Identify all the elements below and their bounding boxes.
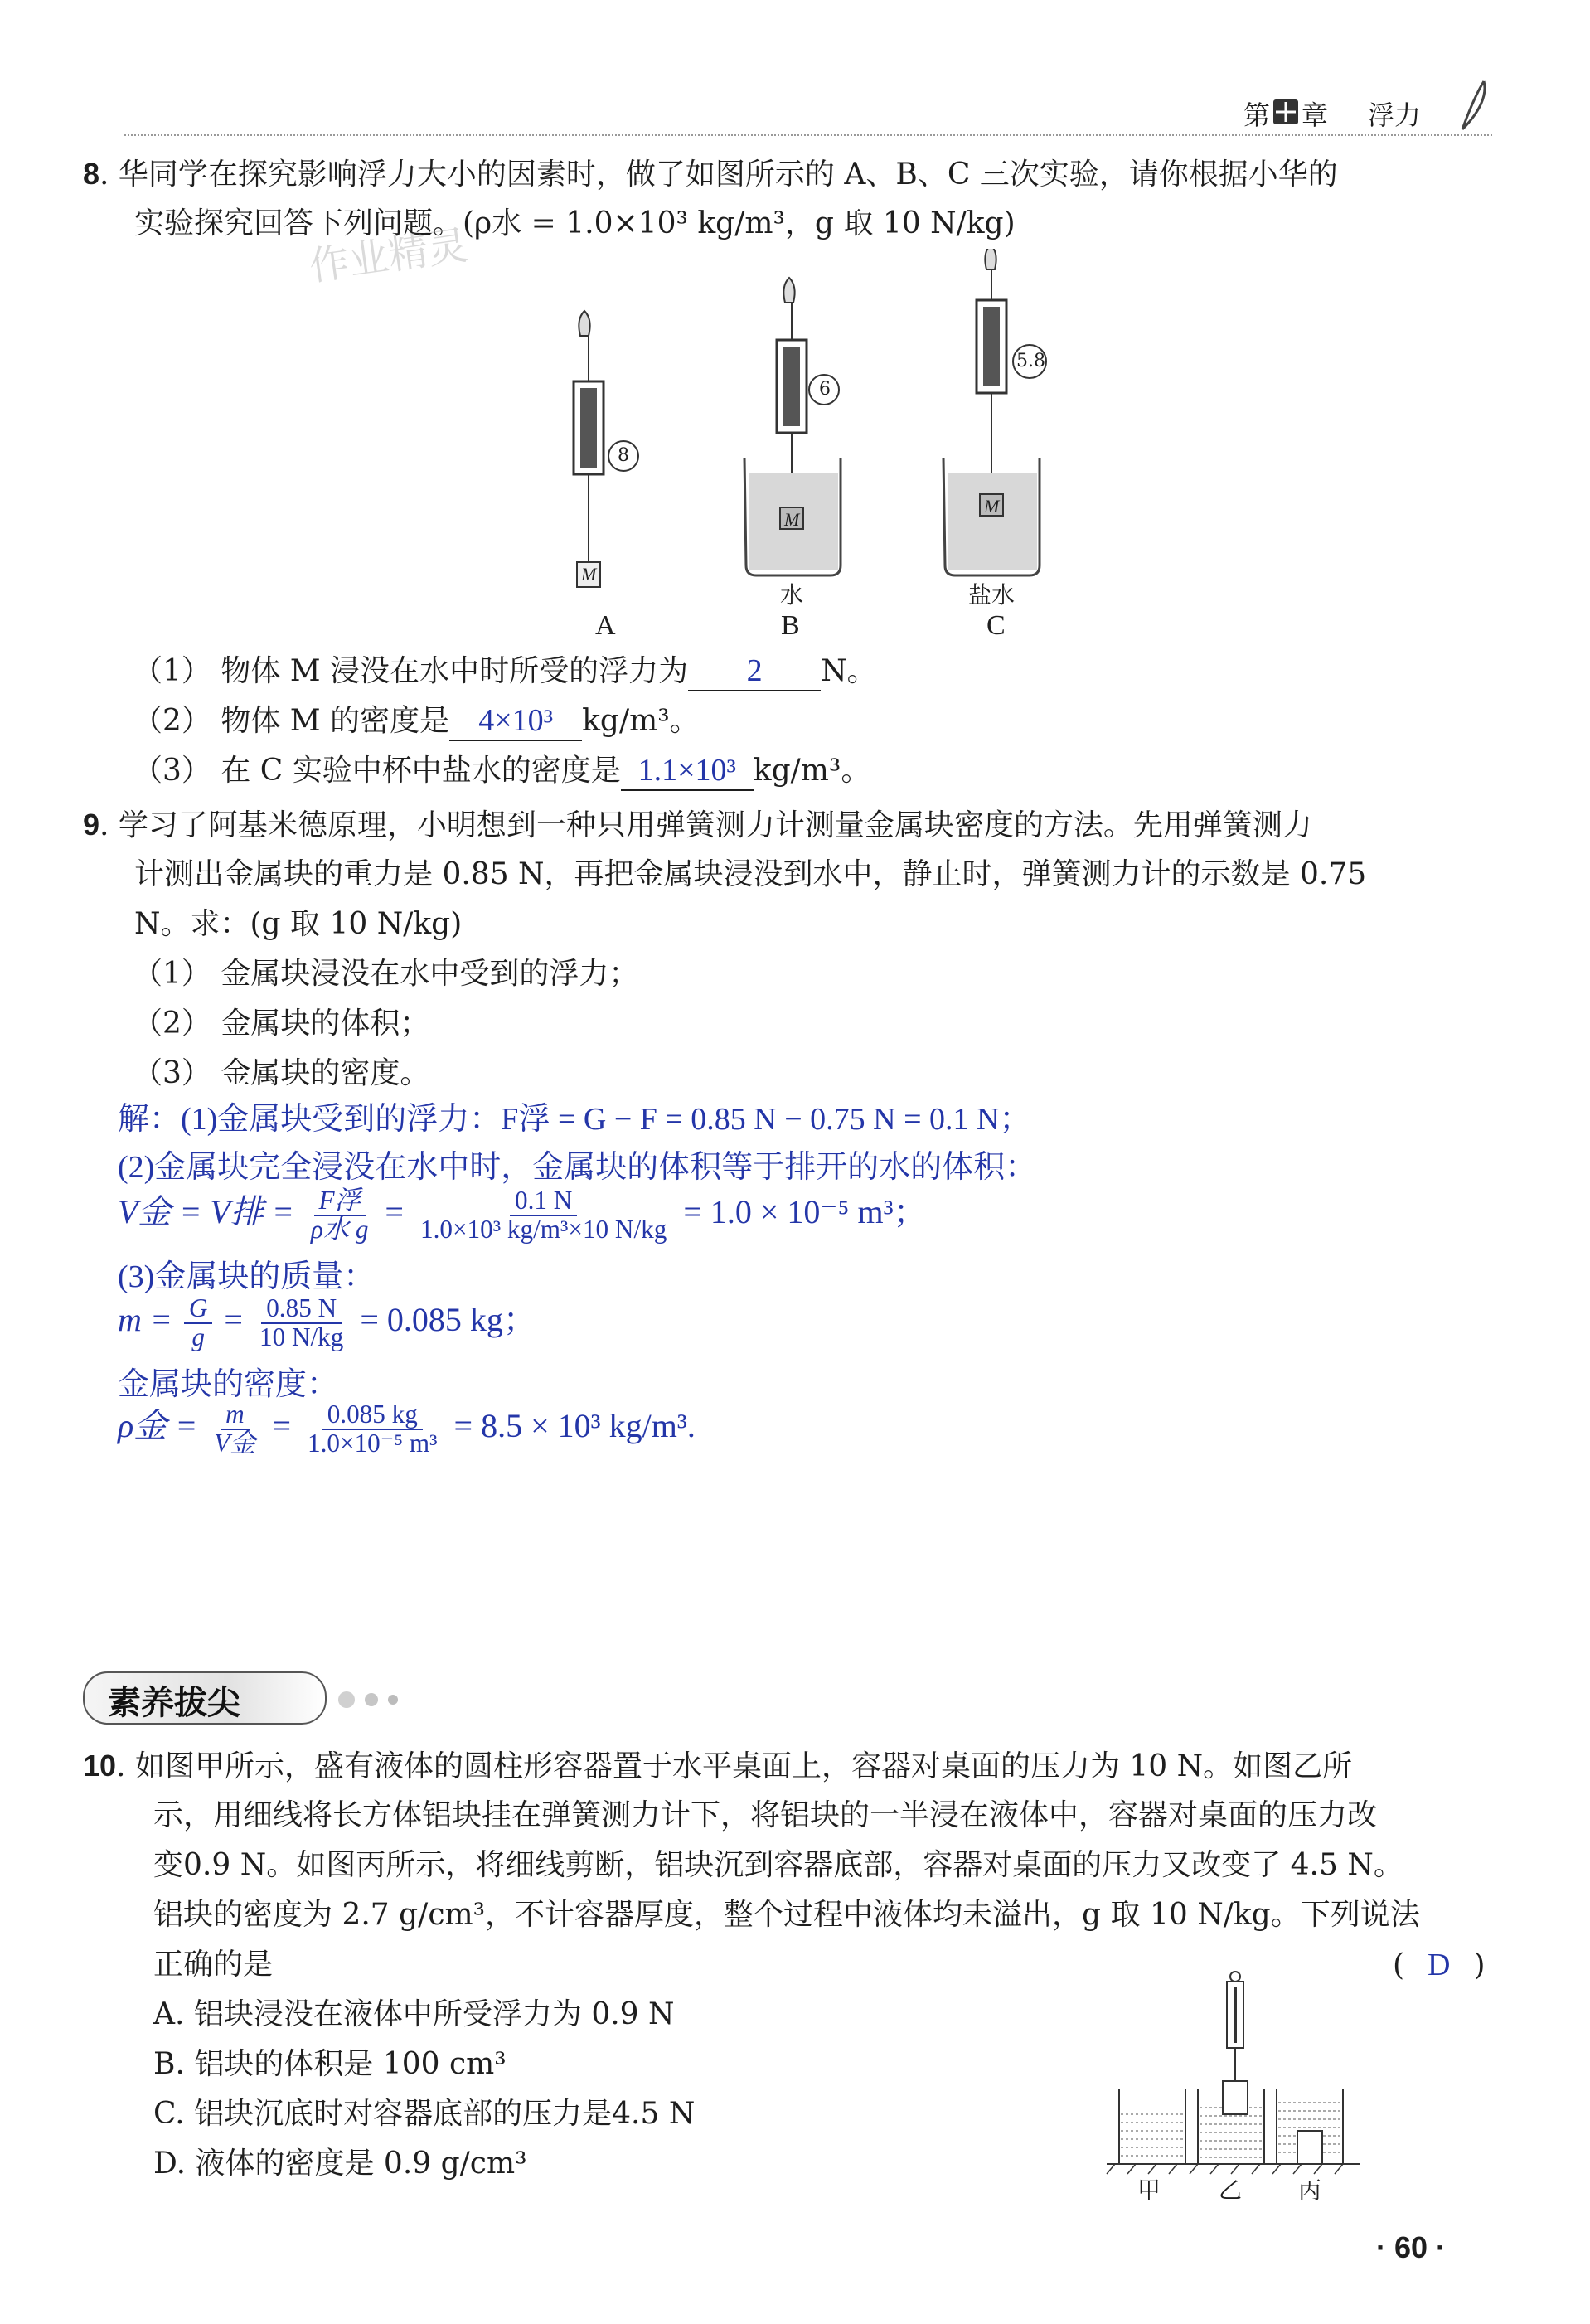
q8-text-2: 实验探究回答下列问题。(ρ水 = 1.0×10³ kg/m³，g 取 10 N/kg): [134, 206, 1016, 240]
q8-answer-2: 4×10³: [478, 703, 554, 738]
section-title: 素养拔尖: [108, 1684, 240, 1722]
q8-liquid-water: 水: [780, 581, 804, 609]
q9-solution-5: m = $\frac{G}{g}$ = $\frac{0.85 N}{10 N/kg}$ = 0.085 kg；: [118, 1293, 536, 1351]
q10-line1: 10. 如图甲所示，盛有液体的圆柱形容器置于水平桌面上，容器对桌面的压力为 10 N。如图乙所: [83, 1749, 1353, 1783]
chapter-prefix: 第: [1243, 99, 1271, 131]
q10-option-c: C. 铝块沉底时对容器底部的压力是4.5 N: [153, 2097, 696, 2131]
q10-fig-label-jia: 甲: [1137, 2176, 1161, 2204]
section-banner: [83, 1671, 332, 1725]
section-dots: [338, 1691, 421, 1711]
q10-figure: [1103, 1965, 1368, 2205]
q8-label-b: B: [781, 610, 800, 641]
watermark: 作业精灵: [306, 221, 471, 291]
q8-part-2: （2） 物体 M 的密度是 4×10³ kg/m³。: [133, 696, 700, 746]
q10-fig-label-yi: 乙: [1219, 2176, 1243, 2204]
q10-line5: 正确的是: [153, 1948, 274, 1982]
q8-answer-1: 2: [746, 653, 763, 688]
q8-answer-3: 1.1×10³: [637, 753, 736, 788]
q9-solution-2: (2)金属块完全浸没在水中时，金属块的体积等于排开的水的体积：: [118, 1150, 1037, 1185]
q9-line2: 计测出金属块的重力是 0.85 N，再把金属块浸没到水中，静止时，弹簧测力计的示数是 0.75: [134, 857, 1367, 891]
q8-reading-c: 5.8: [1016, 351, 1045, 371]
q9-part-1: （1） 金属块浸没在水中受到的浮力；: [133, 957, 639, 991]
q8-figure: [497, 249, 1094, 647]
q8-liquid-saltwater: 盐水: [968, 581, 1016, 609]
q10-option-d: D. 液体的密度是 0.9 g/cm³: [153, 2147, 527, 2181]
q8-text-1: 华同学在探究影响浮力大小的因素时，做了如图所示的 A、B、C 三次实验，请你根据小华的: [118, 158, 1338, 192]
chapter-title: 浮力: [1368, 99, 1422, 131]
q8-block-b: M: [784, 509, 800, 530]
q9-line1: 9. 学习了阿基米德原理，小明想到一种只用弹簧测力计测量金属块密度的方法。先用弹簧测力: [83, 808, 1312, 842]
q9-line3: N。求：(g 取 10 N/kg): [134, 907, 463, 941]
q8-reading-a: 8: [618, 445, 629, 466]
q8-part-3: （3） 在 C 实验中杯中盐水的密度是 1.1×10³ kg/m³。: [133, 746, 870, 796]
q8-line1: 8. 华同学在探究影响浮力大小的因素时，做了如图所示的 A、B、C 三次实验，请你根据小华的: [83, 157, 1338, 192]
q9-solution-7: ρ金 = $\frac{m}{\text{V金}}$ = $\frac{0.085 kg}{\text{1.0×10⁻⁵ m³}}$ = 8.5 × 10³ kg/m³.: [118, 1400, 696, 1458]
q8-number: 8: [83, 157, 100, 191]
page-number: · 60 ·: [1376, 2230, 1447, 2264]
q8-label-a: A: [595, 610, 616, 641]
chapter-suffix: 章: [1302, 99, 1329, 131]
q10-figure-drawing: [1103, 1965, 1368, 2205]
q9-number: 9: [83, 808, 100, 842]
chapter-number-icon: [1273, 99, 1298, 124]
q9-solution-3: V金 = V排 = $\frac{\text{F浮}}{\text{ρ水 g}}$ = $\frac{0.1 N}{\text{1.0×10³ kg/m³×10 N/kg}}$ = 1.0 × 10⁻⁵ m³；: [118, 1186, 927, 1244]
q10-number: 10: [83, 1749, 117, 1783]
q9-part-3: （3） 金属块的密度。: [133, 1056, 430, 1090]
q10-line4: 铝块的密度为 2.7 g/cm³，不计容器厚度，整个过程中液体均未溢出，g 取 10 N/kg。下列说法: [153, 1898, 1420, 1932]
q10-line2: 示，用细线将长方体铝块挂在弹簧测力计下，将铝块的一半浸在液体中，容器对桌面的压力改: [153, 1798, 1378, 1832]
q8-part-1: （1） 物体 M 浸没在水中时所受的浮力为 2 N。: [133, 647, 877, 696]
feather-icon: [1451, 78, 1492, 139]
q10-line3: 变0.9 N。如图丙所示，将细线剪断，铝块沉到容器底部，容器对桌面的压力又改变了 4.5 N。: [153, 1848, 1403, 1882]
q10-option-b: B. 铝块的体积是 100 cm³: [153, 2047, 507, 2081]
q9-solution-4: (3)金属块的质量：: [118, 1259, 376, 1294]
scale-c: [943, 249, 1046, 575]
q10-answer-bracket: ( D ): [1393, 1948, 1486, 1982]
q10-fig-label-bing: 丙: [1298, 2176, 1322, 2204]
q9-solution-1: 解：(1)金属块受到的浮力：F浮 = G − F = 0.85 N − 0.75 N = 0.1 N；: [118, 1102, 1031, 1137]
q10-answer: D: [1428, 1948, 1451, 1982]
q9-part-2: （2） 金属块的体积；: [133, 1007, 430, 1041]
q8-block-a: M: [581, 564, 597, 585]
q8-reading-b: 6: [819, 379, 831, 400]
scale-b: [744, 278, 841, 575]
q8-block-c: M: [984, 496, 1000, 517]
page-header: [1243, 90, 1492, 139]
header-rule: [124, 134, 1492, 136]
q9-solution-6: 金属块的密度：: [118, 1367, 339, 1402]
q10-option-a: A. 铝块浸没在液体中所受浮力为 0.9 N: [153, 1997, 675, 2031]
q8-label-c: C: [986, 610, 1006, 641]
